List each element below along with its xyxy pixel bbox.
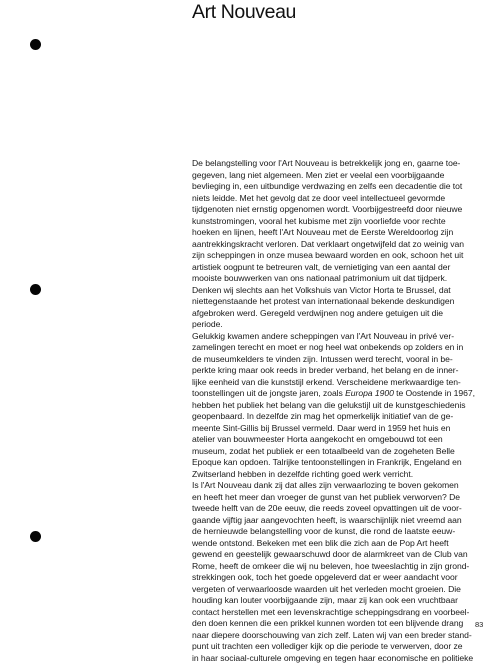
text-line	[192, 561, 484, 573]
text-line-content: hebben het publiek het belang van die gelukstijl uit de kunstgeschiedenis	[192, 400, 465, 410]
text-line-content: zijn scheppingen in onze musea bewaard worden en ook, schoon het uit	[192, 250, 463, 260]
text-line	[192, 239, 484, 251]
text-line	[192, 595, 484, 607]
text-line	[192, 377, 484, 389]
text-line-content: atelier van bouwmeester Horta aangekocht en omgebouwd tot een	[192, 434, 443, 444]
text-line-content: artistiek oogpunt te betreuren valt, de vernietiging van een aantal der	[192, 262, 450, 272]
punch-hole	[30, 531, 41, 542]
text-line-content: punt uit trachten een vollediger kijk op die periode te verwerven, door ze	[192, 641, 463, 651]
text-line	[192, 411, 484, 423]
text-line-content: zamelingen terecht en moet er nog heel wat onbekends op zolders en in	[192, 342, 463, 352]
text-line-content: wende ontstond. Bekeken met een blik die zich aan de Pop Art heeft	[192, 538, 449, 548]
text-line-content: niettegenstaande het protest van internationaal bekende deskundigen	[192, 296, 454, 306]
text-line	[192, 457, 484, 469]
text-line	[192, 515, 484, 527]
text-line	[192, 630, 484, 642]
text-line	[192, 400, 484, 412]
text-line	[192, 549, 484, 561]
text-line-content: gewend en geestelijk gewaarschuwd door de alarmkreet van de Club van	[192, 549, 468, 559]
text-line	[192, 388, 484, 400]
exhibition-title: Europa 1900	[345, 388, 394, 398]
text-line	[192, 308, 484, 320]
text-line	[192, 503, 484, 515]
text-line-content: gaande vijftig jaar aangevochten heeft, is waarschijnlijk niet vreemd aan	[192, 515, 462, 525]
text-line	[192, 469, 484, 481]
text-line-content: Gelukkig kwamen andere scheppingen van l'Art Nouveau in privé ver-	[192, 331, 454, 341]
text-line	[192, 227, 484, 239]
text-line-content: contact herstellen met een levenskrachtige scheppingsdrang en voorbeel-	[192, 607, 469, 617]
text-line	[192, 526, 484, 538]
text-line-content: Epoque kan opdoen. Talrijke tentoonstellingen in Frankrijk, Engeland en	[192, 457, 462, 467]
text-line-tail: te Oostende in 1967,	[394, 388, 475, 398]
text-line-content: periode.	[192, 319, 223, 329]
text-line-content: mooiste bouwwerken van ons nationaal patrimonium uit dat tijdperk.	[192, 273, 447, 283]
text-line	[192, 584, 484, 596]
text-line-content: lijke eenheid van die kunststijl erkend. Verscheidene merkwaardige ten-	[192, 377, 461, 387]
text-line	[192, 181, 484, 193]
text-line	[192, 354, 484, 366]
text-line-content: aantrekkingskracht verloren. Dat verklaart ongetwijfeld dat zo weinig van	[192, 239, 464, 249]
text-line-content: perkte kring maar ook reeds in breder verband, het belang en de inner-	[192, 365, 458, 375]
text-line-content: geopenbaard. In dezelfde zin mag het opmerkelijk initiatief van de ge-	[192, 411, 453, 421]
text-line	[192, 319, 484, 331]
text-line	[192, 607, 484, 619]
text-line	[192, 204, 484, 216]
text-line-content: de hernieuwde belangstelling voor de kunst, die rond de laatste eeuw-	[192, 526, 455, 536]
text-line-content: De belangstelling voor l'Art Nouveau is betrekkelijk jong en, gaarne toe-	[192, 158, 460, 168]
text-line-content: vergeten of verwaarloosde waarden uit het verleden mocht groeien. Die	[192, 584, 461, 594]
text-line-content: toonstellingen uit de jongste jaren, zoals	[192, 388, 345, 398]
body-text	[192, 158, 484, 664]
text-line	[192, 262, 484, 274]
text-line	[192, 538, 484, 550]
text-line-content: en heeft het meer dan vroeger de gunst van het publiek verworven? De	[192, 492, 460, 502]
text-line	[192, 641, 484, 653]
text-line-content: naar diepere doorschouwing van zich zelf. Laten wij van een breder stand-	[192, 630, 472, 640]
text-line	[192, 446, 484, 458]
text-line	[192, 492, 484, 504]
text-line-content: den doen kennen die een prikkel kunnen worden tot een blijvende drang	[192, 618, 463, 628]
text-line	[192, 216, 484, 228]
text-line-content: Denken wij slechts aan het Volkshuis van Victor Horta te Brussel, dat	[192, 285, 451, 295]
text-line-content: in haar sociaal-culturele omgeving en tegen haar economische en politieke	[192, 653, 473, 663]
text-line	[192, 193, 484, 205]
text-line-content: de museumkelders te vinden zijn. Intussen werd terecht, vooral in be-	[192, 354, 453, 364]
text-line	[192, 423, 484, 435]
text-line-content: strekkingen ook, toch het goede opgeleverd dat er weer aandacht voor	[192, 572, 458, 582]
text-line-content: Zwitserland hebben in dezelfde richting goed werk verricht.	[192, 469, 413, 479]
page-number: 83	[475, 620, 483, 629]
text-line-content: bevlieging in, een uitbundige verdwazing en zelfs een decadentie die tot	[192, 181, 462, 191]
punch-hole	[30, 284, 41, 295]
text-line-content: tweede helft van de 20e eeuw, die reeds zoveel opvattingen uit de voor-	[192, 503, 462, 513]
text-line	[192, 342, 484, 354]
text-line	[192, 158, 484, 170]
punch-hole	[30, 39, 41, 50]
text-line-content: kunststromingen, vooral het kubisme met zijn voorliefde voor rechte	[192, 216, 446, 226]
text-line	[192, 572, 484, 584]
text-line	[192, 618, 484, 630]
text-line-content: gegeven, lang niet algemeen. Men ziet er veelal een voorbijgaande	[192, 170, 444, 180]
text-line-content: hoeken en lijnen, heeft l'Art Nouveau met de Eerste Wereldoorlog zijn	[192, 227, 453, 237]
text-line-content: Rome, heeft de omkeer die wij nu beleven, hoe tweeslachtig in zijn grond-	[192, 561, 469, 571]
text-line	[192, 170, 484, 182]
text-line-content: meente Sint-Gillis bij Brussel vermeld. Daar werd in 1959 het huis en	[192, 423, 450, 433]
text-line	[192, 365, 484, 377]
text-line	[192, 331, 484, 343]
text-line-content: Is l'Art Nouveau dank zij dat alles zijn verwaarlozing te boven gekomen	[192, 480, 459, 490]
text-line-content: museum, zodat het publiek er een totaalbeeld van de zogeheten Belle	[192, 446, 455, 456]
text-line	[192, 273, 484, 285]
text-line-content: houding kan louter voorbijgaande zijn, maar zij kan ook een vruchtbaar	[192, 595, 458, 605]
text-line-content: niets leidde. Met het gevolg dat ze door veel intellectueel gevormde	[192, 193, 445, 203]
text-line	[192, 434, 484, 446]
page-title: Art Nouveau	[192, 1, 296, 24]
text-line	[192, 480, 484, 492]
text-line	[192, 296, 484, 308]
text-line-content: afgebroken werd. Geregeld verdwijnen nog andere getuigen uit die	[192, 308, 443, 318]
text-line	[192, 250, 484, 262]
text-line	[192, 285, 484, 297]
text-line-content: tijdgenoten niet ernstig opgenomen wordt. Voorbijgestreefd door nieuwe	[192, 204, 462, 214]
text-line	[192, 653, 484, 664]
